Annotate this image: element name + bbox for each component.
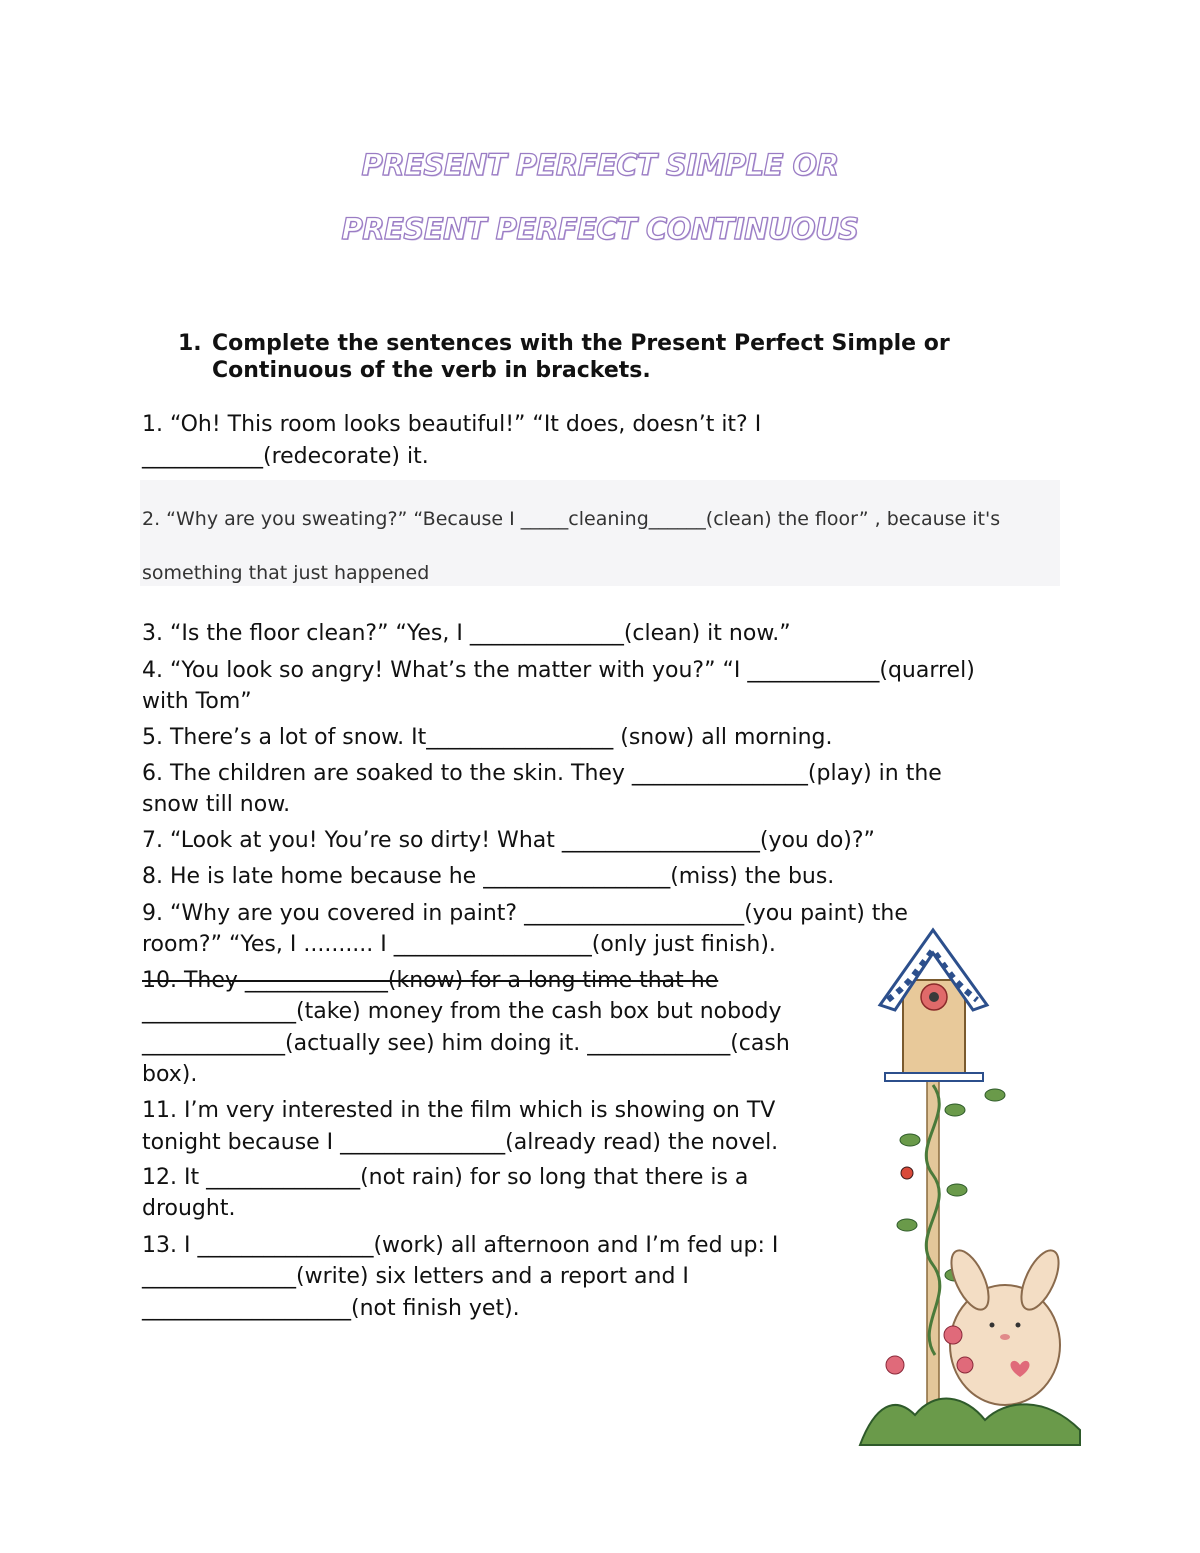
- sentence-13-line-1: 13. I ________________(work) all afternoon and I’m fed up: I: [142, 1233, 779, 1258]
- leaf-icon: [947, 1184, 967, 1196]
- leaf-icon: [900, 1134, 920, 1146]
- instruction-text: Complete the sentences with the Present Perfect Simple or Continuous of the verb in brackets.: [212, 331, 950, 383]
- sentence-3: 3. “Is the floor clean?” “Yes, I ______________(clean) it now.”: [142, 621, 791, 646]
- worksheet-title-line1: PRESENT PERFECT SIMPLE OR: [361, 148, 839, 182]
- sentence-7: 7. “Look at you! You’re so dirty! What __________________(you do)?”: [142, 828, 875, 853]
- sentence-8: 8. He is late home because he _________________(miss) the bus.: [142, 864, 835, 889]
- sentence-10-line-2: ______________(take) money from the cash box but nobody: [142, 999, 782, 1024]
- sentence-6-line-1: 6. The children are soaked to the skin. They ________________(play) in the: [142, 761, 942, 786]
- bunny: [950, 1285, 1060, 1405]
- rose-icon: [957, 1357, 973, 1373]
- sentence-5: 5. There’s a lot of snow. It_________________ (snow) all morning.: [142, 725, 833, 750]
- sentence-6-line-2: snow till now.: [142, 792, 291, 817]
- sentence-10-line-3: _____________(actually see) him doing it. _____________(cash: [142, 1031, 790, 1056]
- bunny-ear: [1014, 1245, 1066, 1315]
- sentence-12-line-1: 12. It ______________(not rain) for so long that there is a: [142, 1165, 749, 1190]
- sentence-4-line-1: 4. “You look so angry! What’s the matter with you?” “I ____________(quarrel): [142, 658, 975, 683]
- sentence-4-line-2: with Tom”: [142, 689, 252, 714]
- sentence-11-line-1: 11. I’m very interested in the film which is showing on TV: [142, 1098, 776, 1123]
- exercise-instruction: [178, 330, 1038, 384]
- sentence-10-line-1: 10. They _____________(know) for a long time that he: [142, 968, 719, 993]
- sentence-13-line-3: ___________________(not finish yet).: [142, 1296, 520, 1321]
- birdhouse-perch: [885, 1073, 983, 1081]
- instruction-number: 1.: [178, 331, 202, 356]
- ladybug-icon: [901, 1167, 913, 1179]
- leaf-icon: [985, 1089, 1005, 1101]
- sentence-9-line-2: room?” “Yes, I .......... I __________________(only just finish).: [142, 932, 776, 957]
- sentence-1-line-2: ___________(redecorate) it.: [142, 444, 429, 469]
- birdhouse-bunny-clipart: [855, 925, 1085, 1450]
- rose-icon: [886, 1356, 904, 1374]
- sentence-2-line-2: something that just happened: [142, 562, 430, 584]
- grass: [860, 1399, 1080, 1445]
- sentence-12-line-2: drought.: [142, 1196, 236, 1221]
- sentence-1-line-1: 1. “Oh! This room looks beautiful!” “It does, doesn’t it? I: [142, 412, 762, 437]
- leaf-icon: [945, 1104, 965, 1116]
- sentence-11-line-2: tonight because I _______________(already read) the novel.: [142, 1130, 779, 1155]
- sentence-10-line-4: box).: [142, 1062, 198, 1087]
- worksheet-title-line2: PRESENT PERFECT CONTINUOUS: [341, 212, 859, 246]
- sentence-9-line-1: 9. “Why are you covered in paint? ____________________(you paint) the: [142, 901, 908, 926]
- leaf-icon: [897, 1219, 917, 1231]
- sentence-13-line-2: ______________(write) six letters and a report and I: [142, 1264, 689, 1289]
- rose-icon: [944, 1326, 962, 1344]
- sentence-2-line-1: 2. “Why are you sweating?” “Because I _____cleaning______(clean) the floor” , because it's: [142, 508, 1001, 530]
